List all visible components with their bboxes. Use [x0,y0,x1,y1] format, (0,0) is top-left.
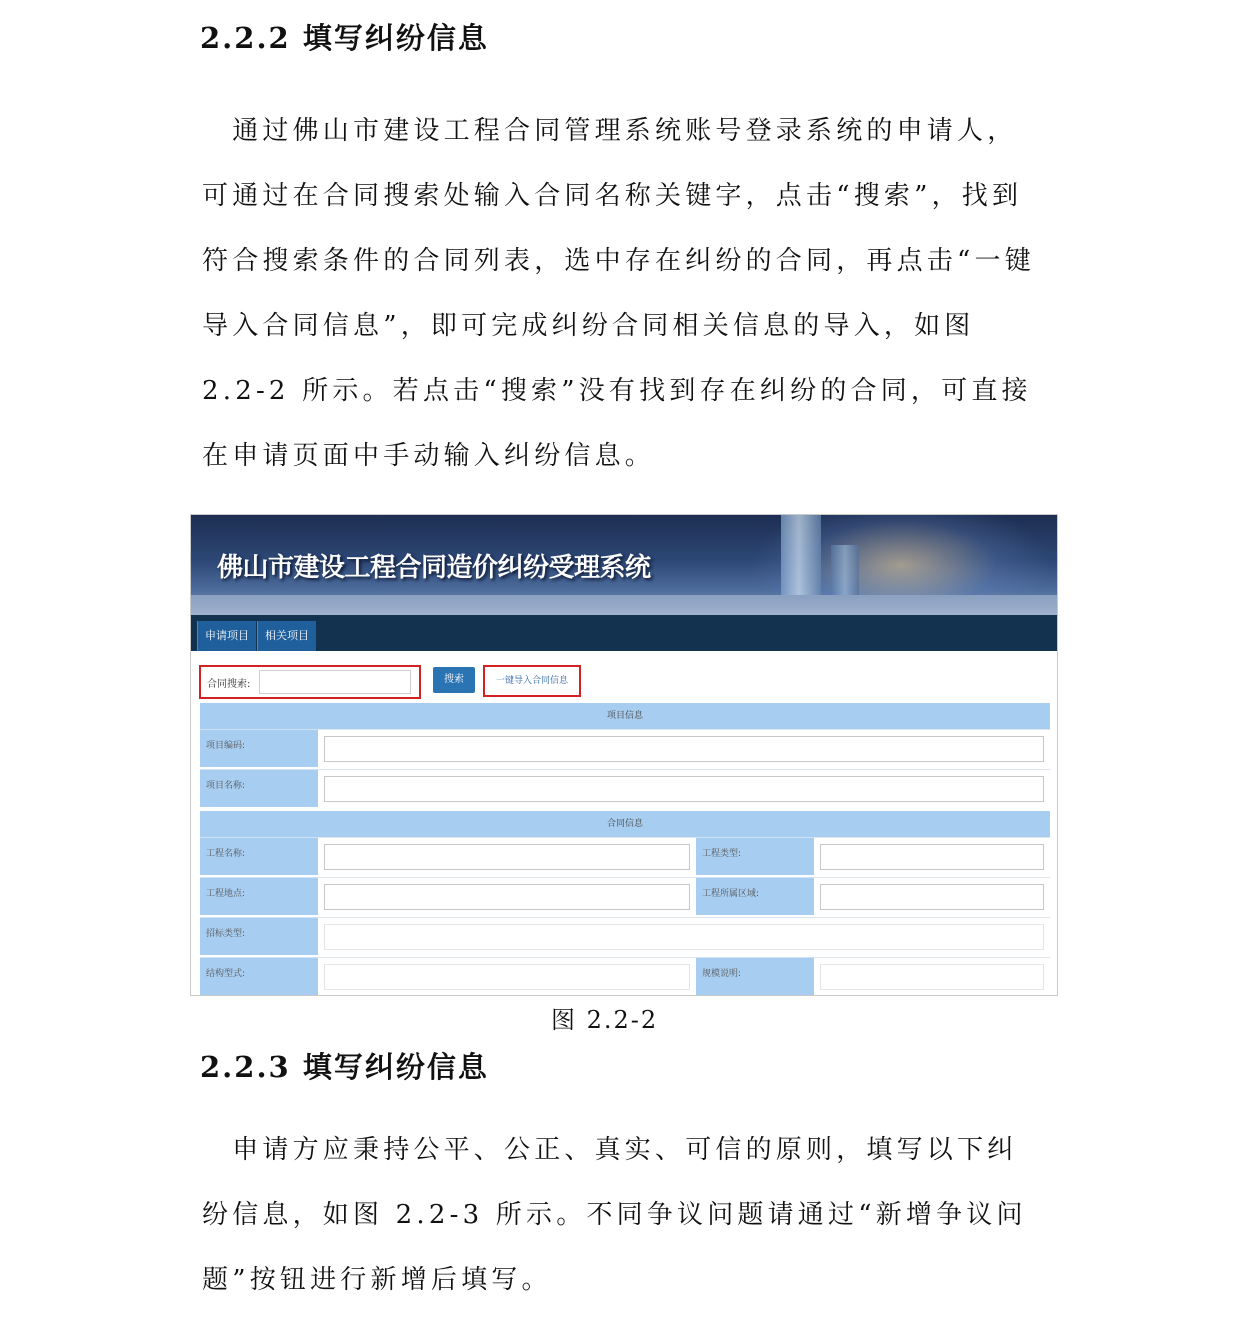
paragraph-line: 可通过在合同搜索处输入合同名称关键字，点击“搜索”，找到 [202,181,1023,211]
figure-caption: 图 2.2-2 [551,1006,659,1034]
paragraph-line: 纷信息，如图 2.2-3 所示。不同争议问题请通过“新增争议问 [202,1200,1027,1230]
field-label: 项目编码: [200,729,318,767]
field-label: 工程所属区域: [696,877,814,915]
search-button[interactable]: 搜索 [433,667,475,693]
section-heading: 2.2.3 填写纠纷信息 [200,1050,489,1084]
contract-search-input[interactable] [259,670,411,694]
form-cell [318,917,1050,956]
contract-info-header: 合同信息 [200,811,1050,837]
section-heading: 2.2.2 填写纠纷信息 [200,21,489,55]
paragraph-line: 通过佛山市建设工程合同管理系统账号登录系统的申请人， [202,116,1018,146]
engineering-location-input[interactable] [324,884,690,910]
field-label: 招标类型: [200,917,318,955]
form-cell [318,769,1050,808]
paragraph-line: 在申请页面中手动输入纠纷信息。 [202,441,656,471]
app-title: 佛山市建设工程合同造价纠纷受理系统 [217,553,651,583]
tab-related-project[interactable]: 相关项目 [257,621,316,651]
app-screenshot-figure [190,514,1058,996]
engineering-type-input[interactable] [820,844,1044,870]
paragraph-line: 申请方应秉持公平、公正、真实、可信的原则，填写以下纠 [202,1135,1018,1165]
paragraph-line: 导入合同信息”，即可完成纠纷合同相关信息的导入，如图 [202,311,975,341]
form-cell [814,837,1050,876]
search-label: 合同搜索: [207,679,251,690]
form-cell [814,877,1050,916]
field-label: 项目名称: [200,769,318,807]
paragraph-line: 题”按钮进行新增后填写。 [202,1265,552,1295]
structure-type-input[interactable] [324,964,690,990]
contract-search-group [199,665,421,699]
field-label: 工程地点: [200,877,318,915]
form-cell [318,837,696,876]
field-label: 规模说明: [696,957,814,995]
scale-description-input[interactable] [820,964,1044,990]
form-cell [318,957,696,996]
field-label: 工程名称: [200,837,318,875]
form-cell [318,729,1050,768]
import-contract-button[interactable]: 一键导入合同信息 [483,665,581,697]
project-info-header: 项目信息 [200,703,1050,729]
project-name-input[interactable] [324,776,1044,802]
field-label: 工程类型: [696,837,814,875]
app-banner [191,515,1057,615]
tender-type-input[interactable] [324,924,1044,950]
banner-floor [191,595,1057,615]
engineering-name-input[interactable] [324,844,690,870]
field-label: 结构型式: [200,957,318,995]
paragraph-line: 2.2-2 所示。若点击“搜索”没有找到存在纠纷的合同，可直接 [202,376,1032,406]
paragraph-line: 符合搜索条件的合同列表，选中存在纠纷的合同，再点击“一键 [202,246,1035,276]
nav-bar [191,615,1057,651]
engineering-region-input[interactable] [820,884,1044,910]
project-code-input[interactable] [324,736,1044,762]
tab-apply-project[interactable]: 申请项目 [197,621,256,651]
form-cell [814,957,1050,996]
form-cell [318,877,696,916]
